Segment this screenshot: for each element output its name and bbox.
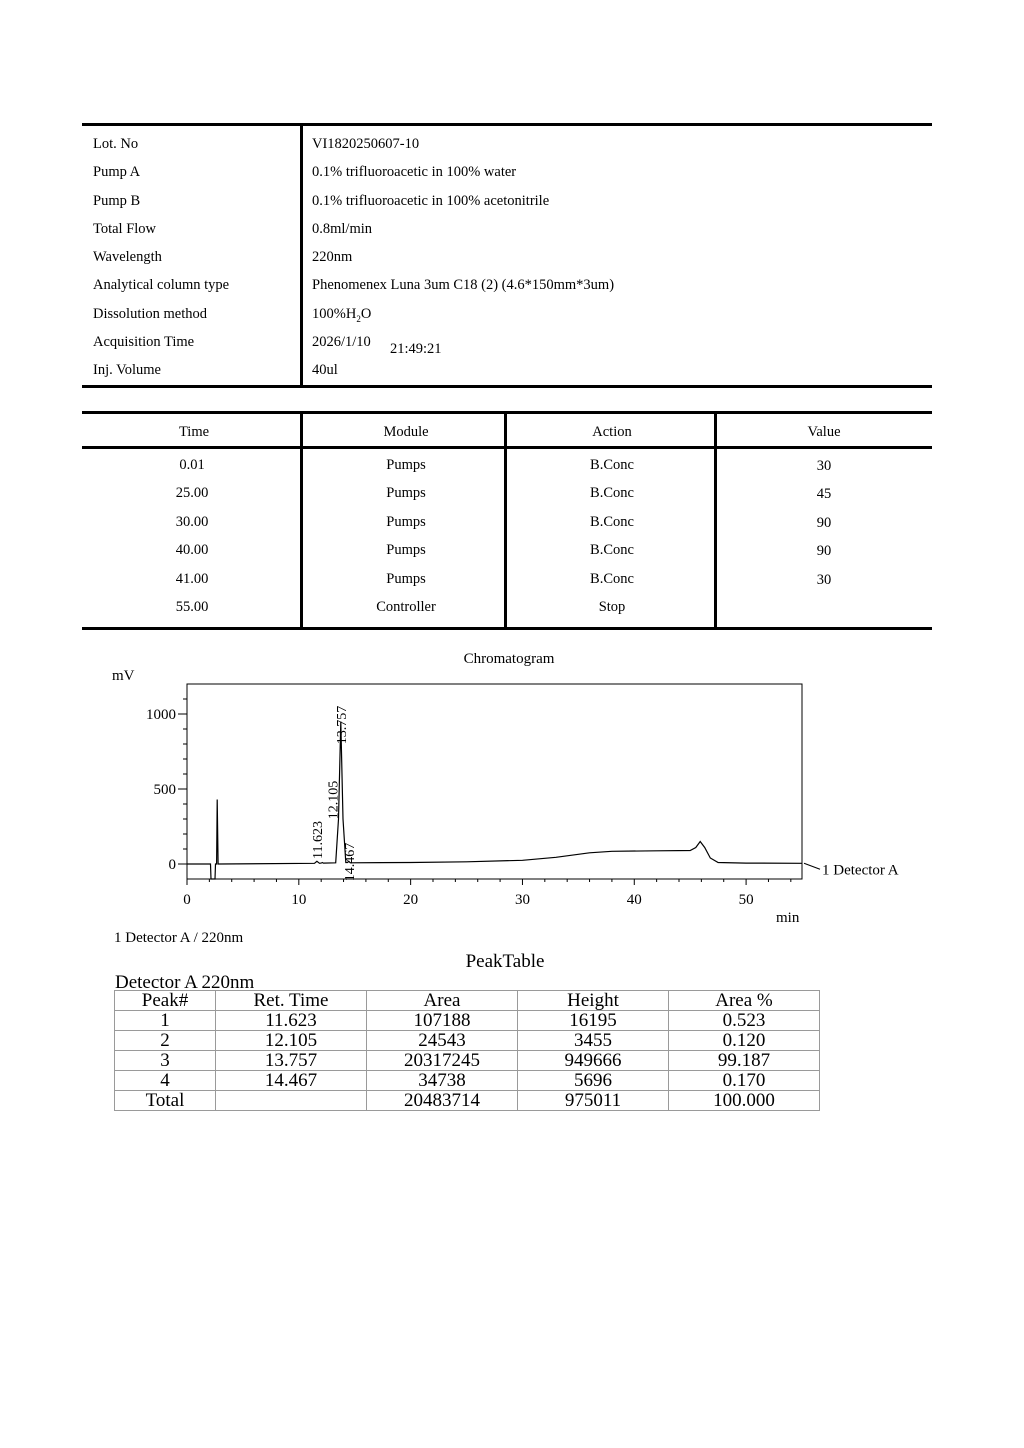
info-value: Phenomenex Luna 3um C18 (2) (4.6*150mm*3um) — [312, 277, 615, 294]
table-row — [115, 1011, 820, 1031]
peak-table-cell — [216, 1091, 367, 1111]
series-label: 1 Detector A — [822, 862, 899, 879]
info-row — [82, 243, 932, 271]
info-label: Wavelength — [93, 249, 162, 266]
table-row — [115, 1031, 820, 1051]
gradient-cell-value: 90 — [816, 515, 832, 531]
gradient-cell-action: B.Conc — [590, 514, 634, 530]
dissolution-text: O — [360, 305, 372, 322]
peak-table-cell: 107188 — [367, 1011, 518, 1031]
peak-table-cell: 34738 — [367, 1071, 518, 1091]
peak-label: 12.105 — [326, 780, 342, 820]
info-label: Inj. Volume — [93, 362, 161, 379]
peak-table-cell: 4 — [115, 1071, 216, 1091]
peak-table-cell: 0.120 — [669, 1031, 820, 1051]
peak-table-cell: 20483714 — [367, 1091, 518, 1111]
header-divider — [82, 446, 932, 449]
plot-frame — [187, 684, 802, 879]
detector-caption: 1 Detector A / 220nm — [114, 930, 244, 946]
info-value — [312, 306, 371, 324]
x-tick-label: 30 — [514, 892, 530, 908]
y-tick-label: 1000 — [146, 707, 176, 723]
info-row — [82, 215, 932, 243]
peak-table-header-row — [115, 991, 820, 1011]
gradient-cell-time: 25.00 — [175, 485, 209, 501]
peak-table-header: Ret. Time — [216, 991, 367, 1011]
gradient-header: Module — [383, 424, 429, 440]
peak-table-header: Area — [367, 991, 518, 1011]
x-tick-label: 40 — [626, 892, 642, 908]
info-row — [82, 271, 932, 299]
peak-table-cell: 24543 — [367, 1031, 518, 1051]
peak-table-cell: 20317245 — [367, 1051, 518, 1071]
y-axis-label: mV — [112, 668, 135, 684]
gradient-cell-action: B.Conc — [590, 457, 634, 473]
peak-table-cell: 13.757 — [216, 1051, 367, 1071]
info-value: 0.8ml/min — [312, 220, 373, 237]
gradient-cell-time: 30.00 — [175, 514, 209, 530]
x-axis-label: min — [776, 910, 800, 926]
acquisition-time: 21:49:21 — [390, 341, 442, 358]
gradient-header: Action — [592, 424, 632, 440]
x-tick-label: 20 — [403, 892, 419, 908]
gradient-cell-action: B.Conc — [590, 485, 634, 501]
info-value: 220nm — [312, 249, 353, 266]
gradient-cell-value: 30 — [816, 572, 832, 588]
info-row — [82, 130, 932, 158]
gradient-header: Time — [178, 424, 210, 440]
gradient-table — [82, 411, 932, 630]
peak-table-header: Area % — [669, 991, 820, 1011]
peak-table-title: PeakTable — [465, 951, 545, 972]
info-row — [82, 328, 932, 356]
dissolution-text: 100%H — [312, 305, 357, 322]
peak-table-cell: 14.467 — [216, 1071, 367, 1091]
gradient-cell-module: Pumps — [386, 571, 426, 587]
gradient-cell-action: Stop — [598, 599, 626, 615]
legend-leader — [804, 863, 820, 869]
x-tick-label: 50 — [738, 892, 754, 908]
y-tick-label: 500 — [153, 782, 176, 798]
peak-table-header: Peak# — [115, 991, 216, 1011]
peak-table-cell: Total — [115, 1091, 216, 1111]
info-value: 0.1% trifluoroacetic in 100% acetonitrile — [312, 192, 550, 209]
info-label: Total Flow — [93, 220, 157, 237]
info-value — [312, 334, 442, 358]
peak-table — [114, 990, 820, 1111]
x-tick-label: 10 — [291, 892, 307, 908]
info-label: Dissolution method — [93, 305, 207, 322]
gradient-cell-action: B.Conc — [590, 542, 634, 558]
peak-table-cell: 11.623 — [216, 1011, 367, 1031]
info-row — [82, 300, 932, 328]
peak-table-cell: 0.523 — [669, 1011, 820, 1031]
table-row — [115, 1051, 820, 1071]
y-tick-label: 0 — [168, 857, 176, 873]
chromatogram-trace — [187, 722, 802, 880]
chart-title: Chromatogram — [463, 651, 555, 667]
gradient-cell-action: B.Conc — [590, 571, 634, 587]
gradient-cell-module: Controller — [376, 599, 436, 615]
peak-table-cell: 12.105 — [216, 1031, 367, 1051]
peak-table-cell: 0.170 — [669, 1071, 820, 1091]
peak-table-cell: 3 — [115, 1051, 216, 1071]
peak-label: 13.757 — [334, 705, 350, 745]
gradient-cell-time: 55.00 — [175, 599, 209, 615]
peak-table-cell: 949666 — [518, 1051, 669, 1071]
x-tick-label: 0 — [183, 892, 191, 908]
gradient-cell-module: Pumps — [386, 542, 426, 558]
gradient-cell-time: 0.01 — [179, 457, 205, 473]
gradient-cell-module: Pumps — [386, 485, 426, 501]
gradient-cell-module: Pumps — [386, 514, 426, 530]
peak-table-header: Height — [518, 991, 669, 1011]
peak-table-cell: 2 — [115, 1031, 216, 1051]
info-row — [82, 158, 932, 186]
peak-table-cell: 99.187 — [669, 1051, 820, 1071]
acquisition-date: 2026/1/10 — [312, 334, 371, 351]
gradient-cell-time: 40.00 — [175, 542, 209, 558]
peak-table-cell: 100.000 — [669, 1091, 820, 1111]
chromatogram-chart — [0, 640, 1024, 950]
peak-table-cell: 5696 — [518, 1071, 669, 1091]
info-row — [82, 187, 932, 215]
info-value: VI1820250607-10 — [312, 136, 420, 152]
gradient-cell-value: 90 — [816, 543, 832, 559]
table-row — [115, 1071, 820, 1091]
peak-table-detector: Detector A 220nm — [115, 972, 255, 993]
dissolution-subscript: 2 — [356, 313, 361, 324]
gradient-cell-value: 30 — [816, 458, 832, 474]
peak-label: 14.467 — [342, 842, 358, 882]
peak-label: 11.623 — [310, 821, 326, 859]
info-value: 40ul — [312, 362, 338, 379]
method-info-table — [82, 123, 932, 388]
info-label: Acquisition Time — [93, 334, 195, 351]
peak-table-cell: 3455 — [518, 1031, 669, 1051]
peak-table-cell: 16195 — [518, 1011, 669, 1031]
gradient-cell-time: 41.00 — [175, 571, 209, 587]
info-label: Analytical column type — [93, 277, 230, 294]
table-row — [115, 1091, 820, 1111]
info-label: Pump B — [93, 192, 141, 209]
gradient-cell-value: 45 — [816, 486, 832, 502]
peak-table-cell: 975011 — [518, 1091, 669, 1111]
info-row — [82, 356, 932, 384]
info-label: Pump A — [93, 164, 141, 181]
gradient-cell-module: Pumps — [386, 457, 426, 473]
gradient-header: Value — [807, 424, 841, 440]
peak-table-cell: 1 — [115, 1011, 216, 1031]
info-label: Lot. No — [93, 136, 139, 152]
info-value: 0.1% trifluoroacetic in 100% water — [312, 164, 517, 181]
